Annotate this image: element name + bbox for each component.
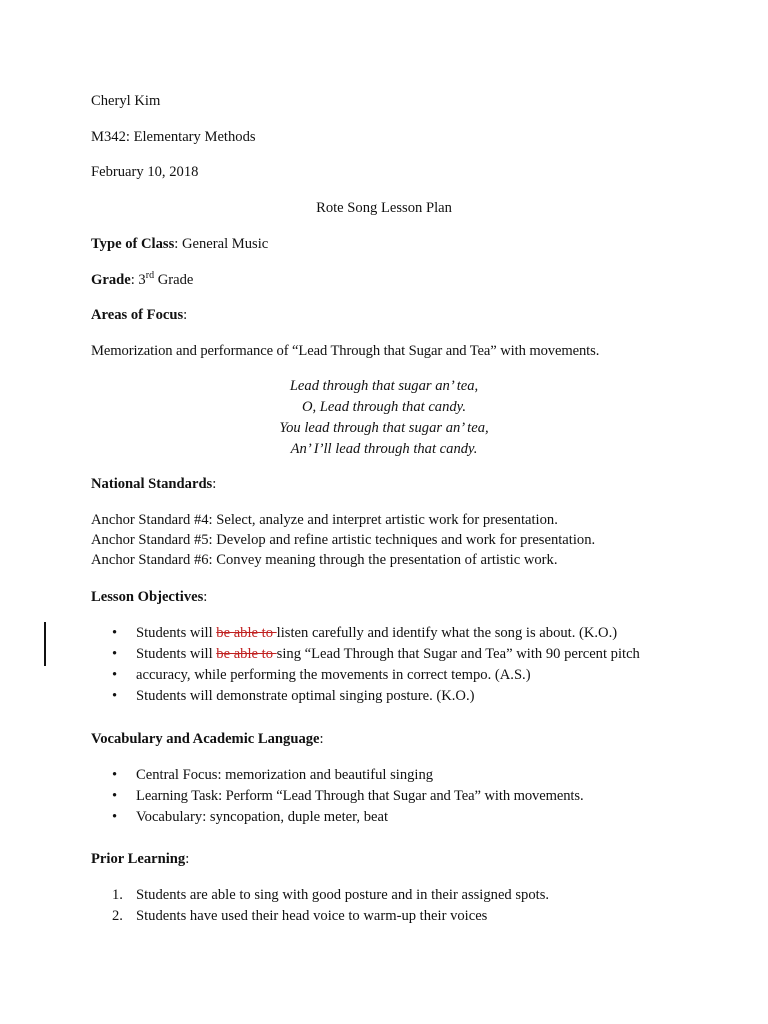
prior-learning-heading (91, 851, 189, 869)
prior-learning-list (112, 887, 549, 929)
list-item: • Students will demonstrate optimal singing posture. (K.O.) (112, 688, 640, 709)
lesson-objectives-heading (91, 589, 207, 607)
course-name: M342: Elementary Methods (91, 129, 256, 145)
list-item: • Vocabulary: syncopation, duple meter, beat (112, 809, 584, 830)
type-of-class (91, 236, 268, 254)
vocabulary-list (112, 767, 584, 830)
national-standards-label: National Standards (91, 476, 213, 492)
grade-suffix: Grade (154, 272, 194, 288)
prior-learning-label: Prior Learning (91, 851, 186, 867)
grade-prefix: : 3 (130, 272, 146, 288)
lesson-objectives-colon: : (203, 589, 208, 605)
areas-of-focus-label: Areas of Focus (91, 307, 184, 323)
list-item-continuation: • accuracy, while performing the movements in correct tempo. (A.S.) (112, 667, 640, 688)
type-of-class-value: : General Music (174, 236, 269, 252)
list-item: • Central Focus: memorization and beautiful singing (112, 767, 584, 788)
lesson-objectives-label: Lesson Objectives (91, 589, 204, 605)
document-title: Rote Song Lesson Plan (316, 200, 452, 216)
lyric-line-4: An’ I’ll lead through that candy. (290, 441, 478, 457)
areas-of-focus-description: Memorization and performance of “Lead Through that Sugar and Tea” with movements. (91, 343, 600, 359)
list-item: • Learning Task: Perform “Lead Through that Sugar and Tea” with movements. (112, 788, 584, 809)
grade-label: Grade (91, 272, 131, 288)
author-name: Cheryl Kim (91, 93, 161, 109)
vocabulary-label: Vocabulary and Academic Language (91, 731, 320, 747)
vocabulary-colon: : (319, 731, 324, 747)
grade-superscript: rd (145, 270, 155, 282)
prior-learning-colon: : (185, 851, 190, 867)
tracked-deletion: be able to (216, 625, 277, 641)
national-standards-colon: : (212, 476, 217, 492)
list-item: 2. Students have used their head voice to warm-up their voices (112, 908, 488, 924)
areas-of-focus-colon: : (183, 307, 188, 323)
vocabulary-heading (91, 731, 324, 749)
lyric-line-3: You lead through that sugar an’ tea, (279, 420, 489, 436)
tracked-deletion: be able to (216, 646, 277, 662)
list-item: • Students will be able to listen carefully and identify what the song is about. (K.O.) (112, 625, 640, 646)
lesson-objectives-list (112, 625, 640, 709)
lyric-line-2: O, Lead through that candy. (301, 399, 467, 415)
document-date: February 10, 2018 (91, 164, 199, 180)
revision-change-bar (44, 622, 46, 666)
standard-item-5: Anchor Standard #5: Develop and refine artistic techniques and work for presentation. (91, 532, 596, 548)
standard-item-6: Anchor Standard #6: Convey meaning through the presentation of artistic work. (91, 552, 558, 568)
areas-of-focus-heading (91, 307, 187, 325)
national-standards-heading (91, 476, 216, 494)
type-of-class-label: Type of Class (91, 236, 175, 252)
list-item: 1. Students are able to sing with good posture and in their assigned spots. (112, 887, 550, 903)
standard-item-4: Anchor Standard #4: Select, analyze and interpret artistic work for presentation. (91, 512, 558, 528)
grade (91, 272, 193, 290)
list-item: • Students will be able to sing “Lead Through that Sugar and Tea” with 90 percent pitch (112, 646, 640, 667)
lyric-line-1: Lead through that sugar an’ tea, (289, 378, 479, 394)
